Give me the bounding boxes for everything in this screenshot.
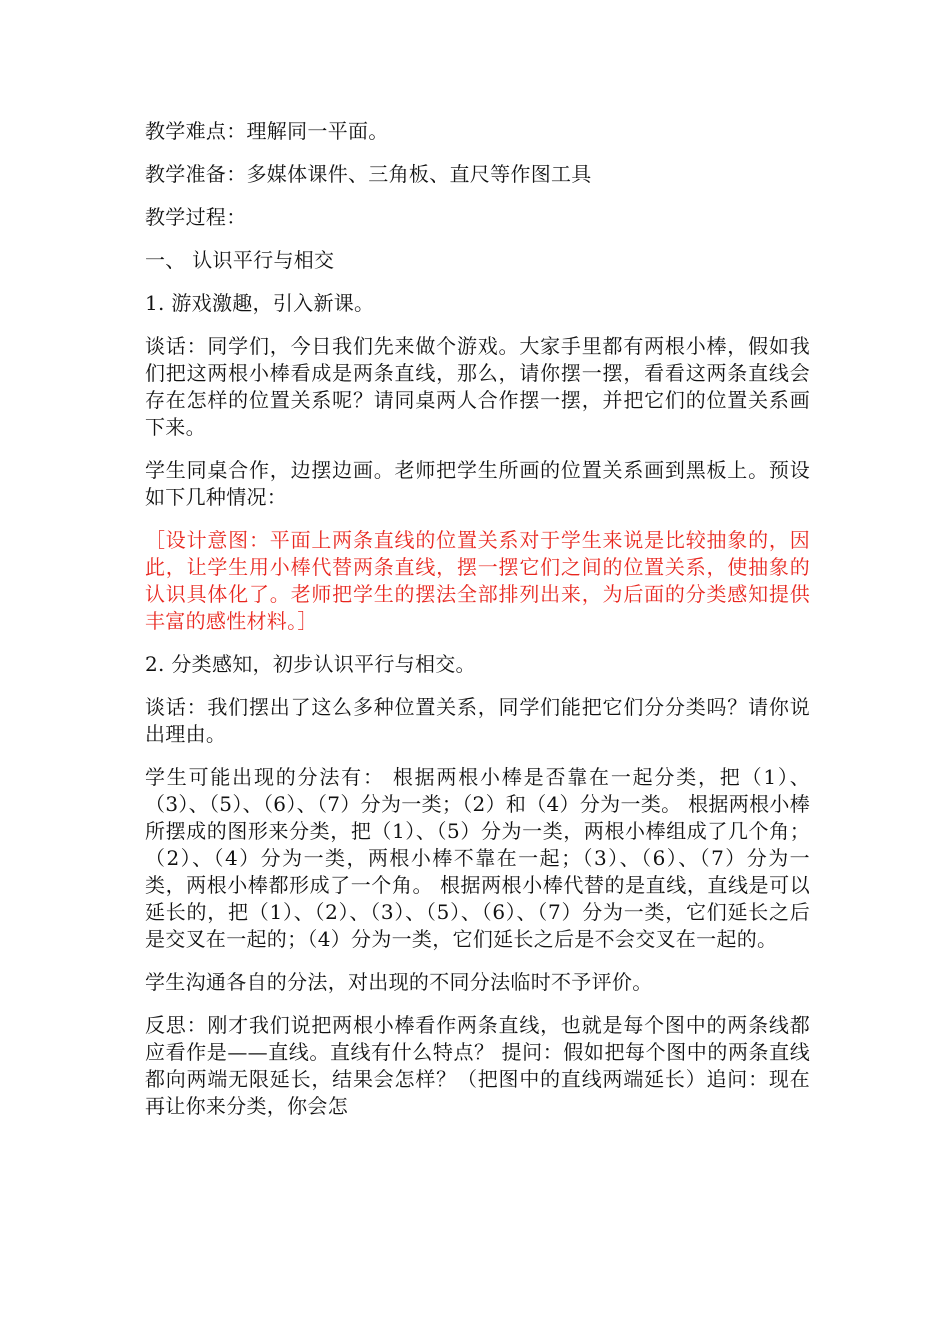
section-heading: 一、 认识平行与相交 [145,248,335,272]
step-heading-1: 1. 游戏激趣，引入新课。 [145,291,375,315]
paragraph-teaching-preparation: 教学准备：多媒体课件、三角板、直尺等作图工具 [145,162,592,186]
paragraph-talk-classify: 谈话：我们摆出了这么多种位置关系，同学们能把它们分分类吗？请你说出理由。 [145,695,810,746]
paragraph-talk-intro: 谈话：同学们，今日我们先来做个游戏。大家手里都有两根小棒，假如我们把这两根小棒看成是两条直线，那么，请你摆一摆，看看这两条直线会存在怎样的位置关系呢？请同桌两人合作摆一摆，并把它们的位置关系画下来。 [145,334,810,439]
paragraph-reflection: 反思：刚才我们说把两根小棒看作两条直线，也就是每个图中的两条线都应看作是——直线。直线有什么特点？ 提问：假如把每个图中的两条直线都向两端无限延长，结果会怎样？（把图中的直线两端延长）追问：现在再让你来分类，你会怎 [145,1013,810,1118]
paragraph-teaching-difficulty: 教学难点：理解同一平面。 [145,119,389,143]
design-intent-note: ［设计意图：平面上两条直线的位置关系对于学生来说是比较抽象的，因此，让学生用小棒代替两条直线，摆一摆它们之间的位置关系，使抽象的认识具体化了。老师把学生的摆法全部排列出来，为后面的分类感知提供丰富的感性材料。］ [145,528,810,633]
document-page [145,118,810,1136]
paragraph-student-activity: 学生同桌合作，边摆边画。老师把学生所画的位置关系画到黑板上。预设如下几种情况： [145,458,810,509]
paragraph-teaching-process: 教学过程： [145,205,247,229]
paragraph-student-exchange: 学生沟通各自的分法，对出现的不同分法临时不予评价。 [145,970,653,994]
paragraph-classification-methods: 学生可能出现的分法有： 根据两根小棒是否靠在一起分类，把（1）、（3）、（5）、（6）、（7）分为一类；（2）和（4）分为一类。 根据两根小棒所摆成的图形来分类，把（1）、（5）分为一类，两根小棒组成了几个角；（2）、（4）分为一类，两根小棒不靠在一起；（3）、（6）、（7）分为一类，两根小棒都形成了一个角。 根据两根小棒代替的是直线，直线是可以延长的，把（1）、（2）、（3）、（5）、（6）、（7）分为一类，它们延长之后是交叉在一起的；（4）分为一类，它们延长之后是不会交叉在一起的。 [145,765,810,951]
step-heading-2: 2. 分类感知，初步认识平行与相交。 [145,652,476,676]
